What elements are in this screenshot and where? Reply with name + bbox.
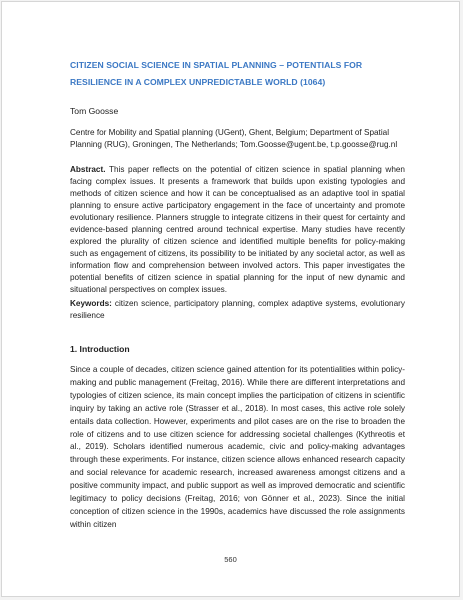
paper-title: CITIZEN SOCIAL SCIENCE IN SPATIAL PLANNING – POTENTIALS FOR RESILIENCE IN A COMPLEX UNPREDICTABLE WORLD (1064) [70,60,363,87]
keywords-paragraph [70,298,405,322]
author-name: Tom Goosse [70,106,119,116]
section-heading-introduction: 1. Introduction [70,344,130,354]
abstract-paragraph [70,164,405,296]
abstract-text: This paper reflects on the potential of citizen science in spatial planning when facing complex issues. It presents a framework that builds upon existing typologies and methods of citizen science and how it can be conceptualised as an adaptive tool in spatial planning to ensure active participatory engagement in the face of uncertainty and promote evolutionary resilience. Planners struggle to integrate citizens in their quest for certainty and evidence-based planning centred around technical expertise. Many studies have recently explored the plurality of citizen science and identified multiple benefits for policy-making such as engagement of citizens, its possibility to be initiated by any societal actor, as well as information flow and comprehension between involved actors. This paper investigates the potential benefits of citizen science in spatial planning for the input of new dynamic and situational perspectives on complex issues. [70,165,405,294]
keywords-text: citizen science, participatory planning, complex adaptive systems, evolutionary resilience [70,299,405,320]
keywords-label: Keywords: [70,299,112,308]
introduction-paragraph: Since a couple of decades, citizen science gained attention for its potentialities within policy-making and public management (Freitag, 2016). While there are different interpretations and typologies of citizen science, its main concept implies the participation of citizens in scientific inquiry by taking an active role (Strasser et al., 2018). In most cases, this active role solely entails data collection. However, experiments and pilot cases are on the rise to broaden the role of citizens and to use citizen science for addressing societal challenges (Kythreotis et al., 2019). Scholars identified numerous academic, civic and policy-making advantages through these experiments. For instance, citizen science allows enhanced research capacity and social relevance for academic research, increased awareness amongst citizens and a positive community impact, and public support as well as improved democratic and scientific legitimacy to policy decisions (Freitag, 2016; von Gönner et al., 2023). Since the initial conception of citizen science in the 1990s, academics have discussed the role assignments within citizen [70,365,405,529]
document-page [1,1,460,597]
author-affiliation: Centre for Mobility and Spatial planning (UGent), Ghent, Belgium; Department of Spatial Planning (RUG), Groningen, The Netherlands; Tom.Goosse@ugent.be, t.p.goosse@rug.nl [70,128,398,149]
page-number: 560 [224,555,237,564]
abstract-label: Abstract. [70,165,106,174]
